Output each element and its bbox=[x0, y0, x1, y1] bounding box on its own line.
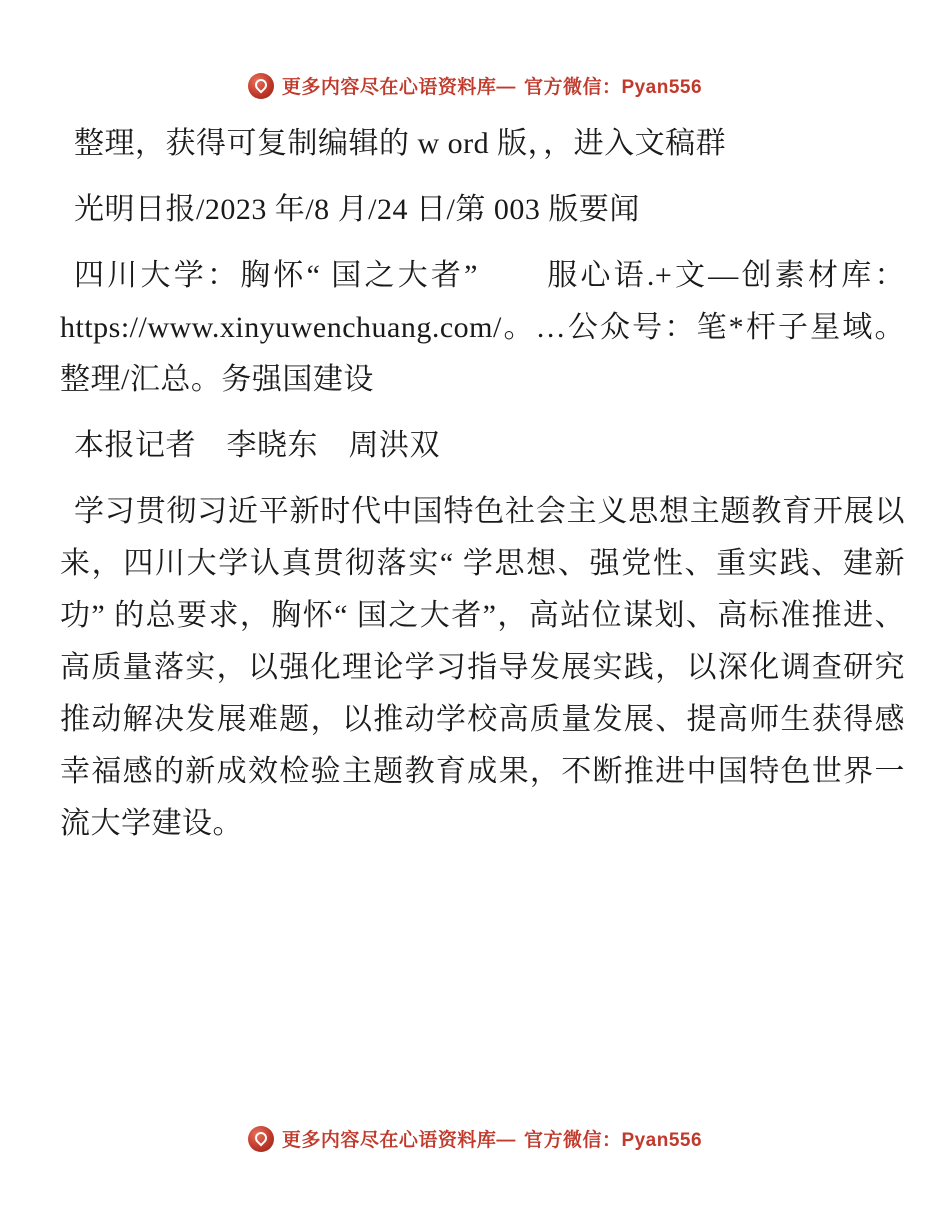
paragraph-headline: 四川大学：胸怀“ 国之大者” 服心语.+文—创素材库：https://www.xinyuwenchuang.com/。…公众号：笔*杆子星域。整理/汇总。务强国建设 bbox=[60, 259, 905, 396]
paragraph-main-body: 学习贯彻习近平新时代中国特色社会主义思想主题教育开展以来，四川大学认真贯彻落实“ 学思想、强党性、重实践、建新功” 的总要求，胸怀“ 国之大者”，高站位谋划、高标准推进、高质量落实，以强化理论学习指导发展实践，以深化调查研究推动解决发展难题，以推动学校高质量发展、提高师生获得感幸福感的新成效检验主题教育成果，不断推进中国特色世界一流大学建设。 bbox=[60, 495, 905, 840]
watermark-main-text: 更多内容尽在心语资料库— bbox=[281, 1130, 516, 1151]
paragraph-intro: 整理，获得可复制编辑的 w ord 版，，进入文稿群 bbox=[74, 127, 727, 160]
paragraph-source-line: 光明日报/2023 年/8 月/24 日/第 003 版要闻 bbox=[74, 193, 640, 226]
watermark-bottom bbox=[0, 1125, 950, 1152]
paragraph-byline: 本报记者 李晓东 周洪双 bbox=[74, 429, 440, 462]
water-drop-logo-icon bbox=[248, 1126, 274, 1152]
watermark-top bbox=[0, 72, 950, 99]
watermark-sub-text: 官方微信：Pyan556 bbox=[523, 1130, 703, 1151]
document-body bbox=[60, 118, 905, 864]
watermark-sub-text: 官方微信：Pyan556 bbox=[523, 77, 703, 98]
watermark-main-text: 更多内容尽在心语资料库— bbox=[281, 77, 516, 98]
water-drop-logo-icon bbox=[248, 73, 274, 99]
